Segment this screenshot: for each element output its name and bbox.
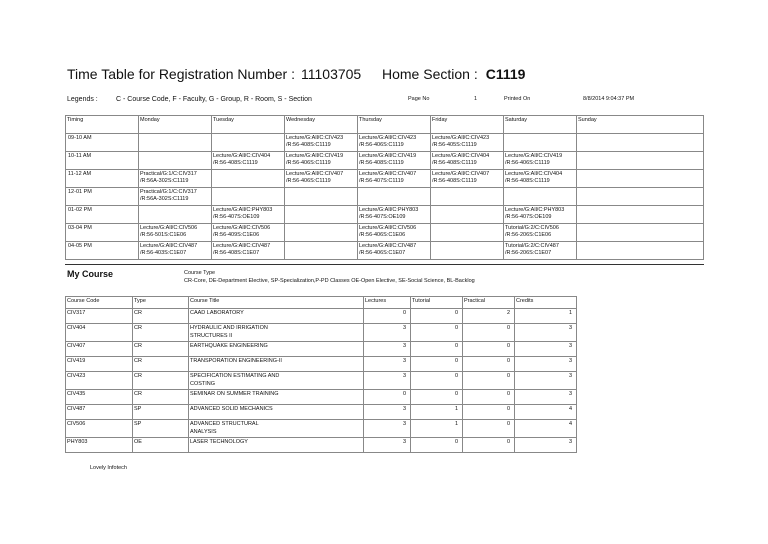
course-cell: CR: [133, 372, 189, 390]
timetable-header-cell: Friday: [431, 116, 504, 134]
course-cell: 0: [411, 342, 463, 357]
home-section: [382, 66, 525, 82]
timing-cell: 03-04 PM: [66, 223, 139, 241]
timetable-cell: Lecture/G:All/C:CIV423 /R:56-408S:C1119: [285, 133, 358, 151]
course-cell: CR: [133, 309, 189, 324]
page-no-label: Page No: [408, 96, 430, 102]
course-cell: LASER TECHNOLOGY: [189, 438, 364, 453]
timetable-cell: Lecture/G:All/C:CIV407 /R:56-407S:C1119: [358, 169, 431, 187]
course-row: [66, 420, 577, 438]
timetable-header-cell: Tuesday: [212, 116, 285, 134]
course-row: [66, 357, 577, 372]
legend-text: C - Course Code, F - Faculty, G - Group, R - Room, S - Section: [116, 96, 312, 103]
course-cell: PHY803: [66, 438, 133, 453]
timetable-cell: Lecture/G:All/C:CIV487 /R:56-406S:C1E07: [358, 241, 431, 259]
page-title: Time Table for Registration Number :: [67, 66, 295, 82]
course-cell: SPECIFICATION ESTIMATING AND COSTING: [189, 372, 364, 390]
course-cell: CIV407: [66, 342, 133, 357]
timetable-cell: [504, 133, 577, 151]
course-header-cell: Practical: [463, 297, 515, 309]
timetable-cell: Lecture/G:All/C:PHY803 /R:56-407S:OE109: [358, 205, 431, 223]
timetable-row: [66, 223, 704, 241]
footer-text: Lovely Infotech: [90, 465, 127, 471]
course-cell: 0: [364, 309, 411, 324]
timetable-cell: [139, 205, 212, 223]
course-cell: 3: [364, 372, 411, 390]
timetable-cell: [504, 187, 577, 205]
course-header-row: [66, 297, 577, 309]
course-cell: CAAD LABORATORY: [189, 309, 364, 324]
course-table: [65, 296, 577, 453]
timetable-row: [66, 151, 704, 169]
timetable-cell: Lecture/G:All/C:CIV407 /R:56-406S:C1119: [285, 169, 358, 187]
timetable-cell: [577, 151, 704, 169]
course-row: [66, 309, 577, 324]
course-cell: CIV404: [66, 324, 133, 342]
course-cell: 0: [411, 372, 463, 390]
timetable-cell: [212, 133, 285, 151]
course-cell: SP: [133, 420, 189, 438]
timetable-header-cell: Sunday: [577, 116, 704, 134]
section-divider: [65, 264, 704, 265]
timing-cell: 01-02 PM: [66, 205, 139, 223]
course-cell: 0: [463, 420, 515, 438]
course-cell: 3: [364, 342, 411, 357]
timetable-cell: Lecture/G:All/C:CIV404 /R:56-408S:C1119: [504, 169, 577, 187]
timetable-cell: [285, 241, 358, 259]
timetable-cell: [431, 205, 504, 223]
course-header-cell: Course Code: [66, 297, 133, 309]
course-cell: 1: [411, 405, 463, 420]
course-cell: 3: [515, 438, 577, 453]
timetable-cell: Lecture/G:All/C:CIV487 /R:56-403S:C1E07: [139, 241, 212, 259]
course-row: [66, 372, 577, 390]
course-cell: CR: [133, 390, 189, 405]
course-cell: 1: [515, 309, 577, 324]
timetable-cell: Tutorial/G:2/C:CIV487 /R:56-206S:C1E07: [504, 241, 577, 259]
timetable-cell: [285, 223, 358, 241]
course-cell: 0: [411, 390, 463, 405]
timetable-cell: [285, 205, 358, 223]
timetable-cell: [431, 223, 504, 241]
timetable-header-cell: Wednesday: [285, 116, 358, 134]
timetable-cell: Practical/G:1/C:CIV317 /R:56A-302S:C1119: [139, 187, 212, 205]
timing-cell: 11-12 AM: [66, 169, 139, 187]
timetable-row: [66, 169, 704, 187]
timetable-header-cell: Monday: [139, 116, 212, 134]
course-cell: 0: [364, 390, 411, 405]
timetable-header-cell: Timing: [66, 116, 139, 134]
timetable-header-cell: Saturday: [504, 116, 577, 134]
course-cell: TRANSPORATION ENGINEERING-II: [189, 357, 364, 372]
timetable-cell: [212, 187, 285, 205]
page-no-value: 1: [474, 96, 478, 102]
course-cell: 0: [463, 390, 515, 405]
course-cell: 0: [411, 357, 463, 372]
timing-cell: 04-05 PM: [66, 241, 139, 259]
timetable-cell: [139, 151, 212, 169]
course-cell: 0: [463, 342, 515, 357]
course-cell: SEMINAR ON SUMMER TRAINING: [189, 390, 364, 405]
course-cell: 0: [463, 372, 515, 390]
registration-number: 11103705: [301, 66, 362, 82]
course-type-label: Course Type: [184, 270, 216, 276]
course-row: [66, 438, 577, 453]
timetable-cell: [577, 241, 704, 259]
course-cell: ADVANCED STRUCTURAL ANALYSIS: [189, 420, 364, 438]
timetable-cell: Lecture/G:All/C:CIV404 /R:56-408S:C1119: [431, 151, 504, 169]
timetable-cell: Lecture/G:All/C:PHY803 /R:56-407S:OE109: [504, 205, 577, 223]
timetable-cell: Lecture/G:All/C:CIV506 /R:56-409S:C1E06: [212, 223, 285, 241]
course-cell: CIV419: [66, 357, 133, 372]
course-cell: EARTHQUAKE ENGINEERING: [189, 342, 364, 357]
timetable-cell: [431, 241, 504, 259]
home-section-value: C1119: [485, 66, 526, 82]
course-cell: 3: [364, 405, 411, 420]
course-row: [66, 390, 577, 405]
timetable-cell: Lecture/G:All/C:CIV423 /R:56-405S:C1119: [431, 133, 504, 151]
course-cell: ADVANCED SOLID MECHANICS: [189, 405, 364, 420]
course-cell: CIV506: [66, 420, 133, 438]
timetable-cell: Lecture/G:All/C:CIV506 /R:56-406S:C1E06: [358, 223, 431, 241]
course-cell: CR: [133, 324, 189, 342]
course-cell: OE: [133, 438, 189, 453]
timetable-cell: [358, 187, 431, 205]
course-cell: 4: [515, 405, 577, 420]
course-cell: 3: [515, 342, 577, 357]
course-cell: 0: [411, 324, 463, 342]
timetable-header-cell: Thursday: [358, 116, 431, 134]
course-cell: 0: [463, 405, 515, 420]
timetable-cell: [577, 133, 704, 151]
course-cell: CR: [133, 342, 189, 357]
legend-label: Legends :: [67, 96, 98, 103]
course-cell: 0: [463, 438, 515, 453]
home-section-label: Home Section :: [382, 66, 478, 82]
printed-on-value: 8/8/2014 9:04:37 PM: [583, 96, 635, 102]
timetable-cell: Tutorial/G:2/C:CIV506 /R:56-206S:C1E06: [504, 223, 577, 241]
course-cell: CR: [133, 357, 189, 372]
course-cell: 3: [364, 357, 411, 372]
course-header-cell: Tutorial: [411, 297, 463, 309]
timetable-cell: Lecture/G:All/C:CIV487 /R:56-408S:C1E07: [212, 241, 285, 259]
course-header-cell: Lectures: [364, 297, 411, 309]
course-cell: SP: [133, 405, 189, 420]
timetable-cell: Lecture/G:All/C:CIV404 /R:56-408S:C1119: [212, 151, 285, 169]
course-header-cell: Course Title: [189, 297, 364, 309]
timetable-cell: Practical/G:1/C:CIV317 /R:56A-302S:C1119: [139, 169, 212, 187]
course-cell: 2: [463, 309, 515, 324]
timetable-cell: [139, 133, 212, 151]
course-cell: CIV423: [66, 372, 133, 390]
course-row: [66, 324, 577, 342]
timetable-cell: Lecture/G:All/C:PHY803 /R:56-407S:OE109: [212, 205, 285, 223]
timetable-cell: [577, 169, 704, 187]
course-cell: 3: [364, 420, 411, 438]
timetable-cell: Lecture/G:All/C:CIV423 /R:56-406S:C1119: [358, 133, 431, 151]
printed-on-label: Printed On: [504, 96, 531, 102]
course-cell: 1: [411, 420, 463, 438]
my-course-heading: My Course: [67, 269, 114, 279]
timetable-cell: [431, 187, 504, 205]
timetable-row: [66, 241, 704, 259]
timetable-cell: [212, 169, 285, 187]
timetable: [65, 115, 704, 260]
course-cell: CIV487: [66, 405, 133, 420]
course-cell: 3: [364, 324, 411, 342]
timetable-cell: Lecture/G:All/C:CIV506 /R:56-501S:C1E06: [139, 223, 212, 241]
timing-cell: 10-11 AM: [66, 151, 139, 169]
timetable-cell: [577, 205, 704, 223]
timetable-cell: [577, 187, 704, 205]
course-cell: 0: [411, 309, 463, 324]
timetable-row: [66, 205, 704, 223]
timetable-cell: [577, 223, 704, 241]
course-type-text: CR-Core, DE-Department Elective, SP-Specialization,P-PD Classes OE-Open Elective, SE-Social Science, BL-Backlog: [184, 278, 475, 284]
timetable-cell: Lecture/G:All/C:CIV419 /R:56-406S:C1119: [504, 151, 577, 169]
course-cell: CIV435: [66, 390, 133, 405]
timetable-row: [66, 133, 704, 151]
course-row: [66, 342, 577, 357]
course-cell: 4: [515, 420, 577, 438]
course-cell: HYDRAULIC AND IRRIGATION STRUCTURES II: [189, 324, 364, 342]
course-cell: 0: [463, 357, 515, 372]
course-header-cell: Type: [133, 297, 189, 309]
course-cell: 0: [411, 438, 463, 453]
course-cell: 3: [364, 438, 411, 453]
course-cell: CIV317: [66, 309, 133, 324]
timetable-cell: [285, 187, 358, 205]
course-cell: 3: [515, 372, 577, 390]
timetable-cell: Lecture/G:All/C:CIV407 /R:56-408S:C1119: [431, 169, 504, 187]
course-cell: 3: [515, 357, 577, 372]
course-cell: 0: [463, 324, 515, 342]
course-header-cell: Credits: [515, 297, 577, 309]
timing-cell: 09-10 AM: [66, 133, 139, 151]
timing-cell: 12-01 PM: [66, 187, 139, 205]
course-cell: 3: [515, 390, 577, 405]
timetable-cell: Lecture/G:All/C:CIV419 /R:56-408S:C1119: [358, 151, 431, 169]
timetable-cell: Lecture/G:All/C:CIV419 /R:56-406S:C1119: [285, 151, 358, 169]
course-cell: 3: [515, 324, 577, 342]
timetable-row: [66, 187, 704, 205]
timetable-header-row: [66, 116, 704, 134]
course-row: [66, 405, 577, 420]
